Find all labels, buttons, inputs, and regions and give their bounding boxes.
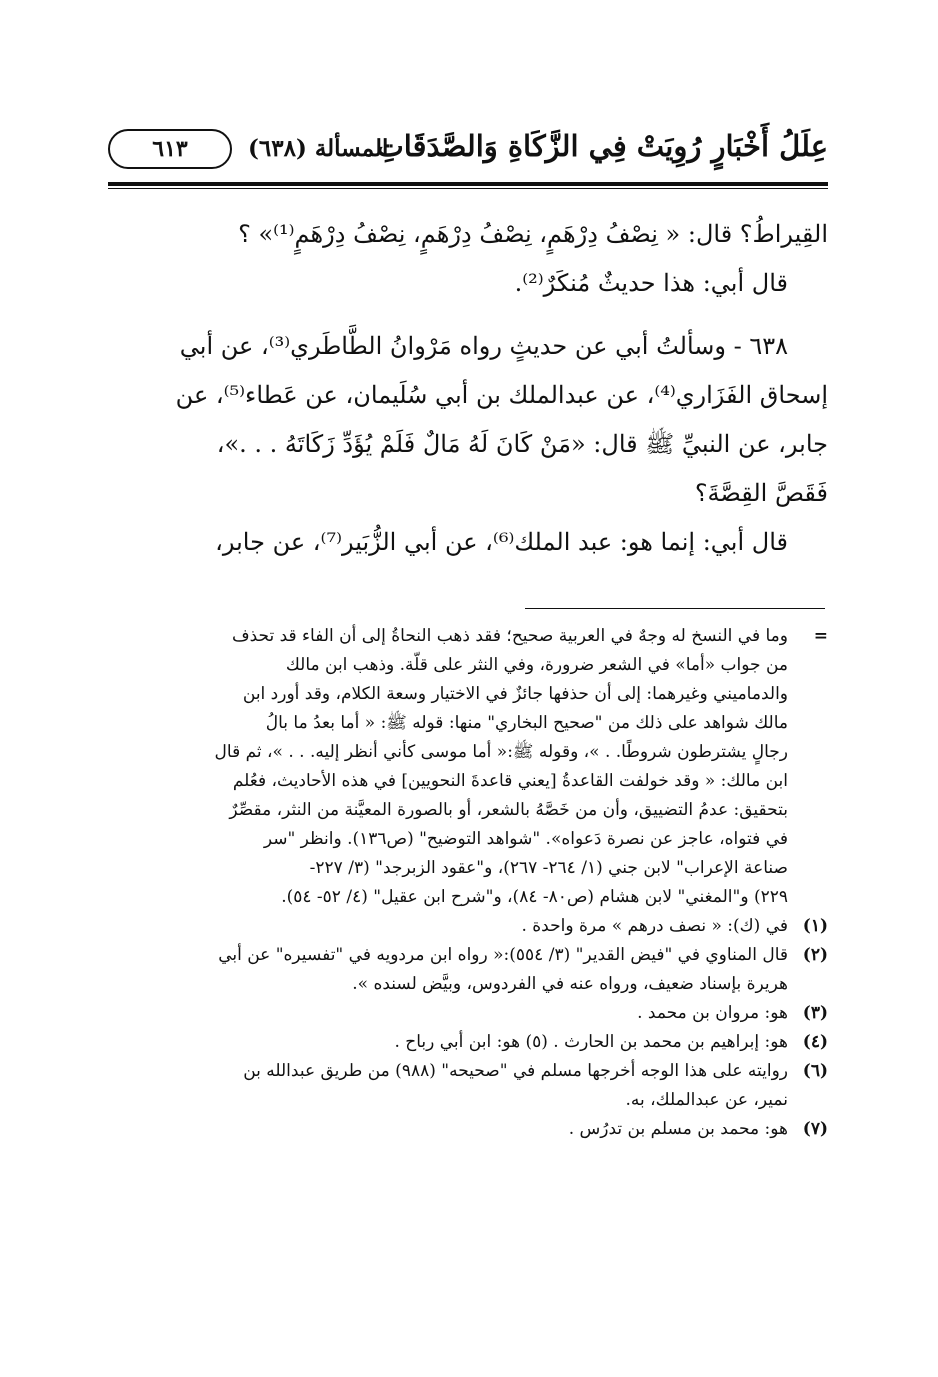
main-line: قال أبي: إنما هو: عبد الملك⁽⁶⁾، عن أبي الزُّبَير⁽⁷⁾، عن جابر،	[215, 528, 788, 556]
page-header	[108, 125, 828, 177]
footnote-marker: (٧)	[802, 1119, 828, 1139]
footnote-line: صناعة الإعراب" لابن جني (١/ ٢٦٤- ٢٦٧)، و"عقود الزبرجد" (٣/ ٢٢٧-	[309, 858, 788, 878]
footnote-line: وما في النسخ له وجهٌ في العربية صحيح؛ فقد ذهب النحاةُ إلى أن الفاء قد تحذف	[231, 626, 788, 646]
running-title: عِلَلُ أَخْبَارٍ رُوِيَتْ فِي الزَّكَاةِ وَالصَّدَقَاتِ	[376, 129, 828, 163]
page-number-badge: ٦١٣	[108, 129, 232, 169]
footnote-6	[108, 1057, 828, 1086]
issue-label: المسألة (٦٣٨)	[248, 135, 389, 162]
header-rule	[108, 182, 828, 186]
footnote-line: هو: إبراهيم بن محمد بن الحارث . (٥) هو: ابن أبي رباح .	[394, 1032, 788, 1052]
footnote-marker: (٢)	[802, 945, 828, 965]
footnote-line: ٢٢٩) و"المغني" لابن هشام (ص٨٠- ٨٤)، و"شرح ابن عقيل" (٤/ ٥٢- ٥٤).	[281, 887, 788, 907]
main-line: قال أبي: هذا حديثٌ مُنكَرٌ⁽²⁾.	[514, 269, 788, 297]
footnote-7	[108, 1115, 828, 1144]
footnote-line: نمير، عن عبدالملك، به.	[625, 1090, 788, 1110]
footnote-line: ابن مالك: « وقد خولفت القاعدةُ [يعني قاعدةَ النحويين] في هذه الأحاديث، فعُلم	[232, 771, 788, 791]
footnote-marker: (٦)	[802, 1061, 828, 1081]
footnote-line: هو: مروان بن محمد .	[637, 1003, 788, 1023]
footnote-continuation	[108, 622, 828, 651]
footnote-separator	[525, 608, 825, 609]
footnote-line: في فتواه، عاجز عن نصرة دَعواه». "شواهد التوضيح" (ص١٣٦). وانظر "سر	[263, 829, 788, 849]
footnote-line: مالك شواهد على ذلك من "صحيح البخاري" منها: قوله ﷺ: « أما بعدُ ما بالُ	[265, 713, 788, 733]
main-line: فَقَصَّ القِصَّةَ؟	[694, 479, 828, 507]
footnote-marker: (٣)	[802, 1003, 828, 1023]
footnote-line: قال المناوي في "فيض القدير" (٣/ ٥٥٤):« رواه ابن مردويه في "تفسيره" عن أبي	[218, 945, 788, 965]
main-line: جابر، عن النبيِّ ﷺ قال: «مَنْ كَانَ لَهُ مَالٌ فَلَمْ يُؤَدِّ زَكَاتَهُ . . .»،	[216, 430, 828, 458]
footnote-line: هريرة بإسناد ضعيف، ورواه عنه في الفردوس، وبيَّض لسنده ».	[352, 974, 788, 994]
footnote-3	[108, 999, 828, 1028]
footnote-1	[108, 912, 828, 941]
footnote-4-5	[108, 1028, 828, 1057]
main-line: القِيراطُ؟ قال: « نِصْفُ دِرْهَمٍ، نِصْفُ دِرْهَمٍ، نِصْفُ دِرْهَمٍ⁽¹⁾» ؟	[238, 220, 828, 248]
main-line: إسحاق الفَزَاري⁽⁴⁾، عن عبدالملك بن أبي سُلَيمان، عن عَطاء⁽⁵⁾، عن	[175, 381, 828, 409]
footnote-line: بتحقيق: عدمُ التضييق، وأن من خَصَّهُ بالشعر، أو بالصورة المعيَّنة من النثر، مقصِّرٌ	[229, 800, 788, 820]
header-rule-thin	[108, 188, 828, 189]
footnote-line: والدماميني وغيرهما: إلى أن حذفها جائزٌ في الاختيار وسعة الكلام، وقد أورد ابن	[242, 684, 788, 704]
footnote-marker: (١)	[802, 916, 828, 936]
footnote-line: رجالٍ يشترطون شروطًا. . »، وقوله ﷺ:« أما موسى كأني أنظر إليه. . . »، ثم قال	[214, 742, 788, 762]
footnote-line: من جواب «أما» في الشعر ضرورة، وفي النثر على قلّة. وذهب ابن مالك	[285, 655, 788, 675]
footnotes	[108, 622, 828, 1144]
footnote-line: روايته على هذا الوجه أخرجها مسلم في "صحيحه" (٩٨٨) من طريق عبدالله بن	[243, 1061, 788, 1081]
continuation-marker: =	[813, 626, 828, 646]
footnote-2	[108, 941, 828, 970]
footnote-marker: (٤)	[802, 1032, 828, 1052]
main-line: ٦٣٨ - وسألتُ أبي عن حديثٍ رواه مَرْوانُ الطَّاطَري⁽³⁾، عن أبي	[179, 332, 788, 360]
footnote-line: هو: محمد بن مسلم بن تدرُس .	[568, 1119, 788, 1139]
footnote-line: في (ك): « نصف درهم » مرة واحدة .	[521, 916, 788, 936]
main-text	[108, 210, 828, 567]
